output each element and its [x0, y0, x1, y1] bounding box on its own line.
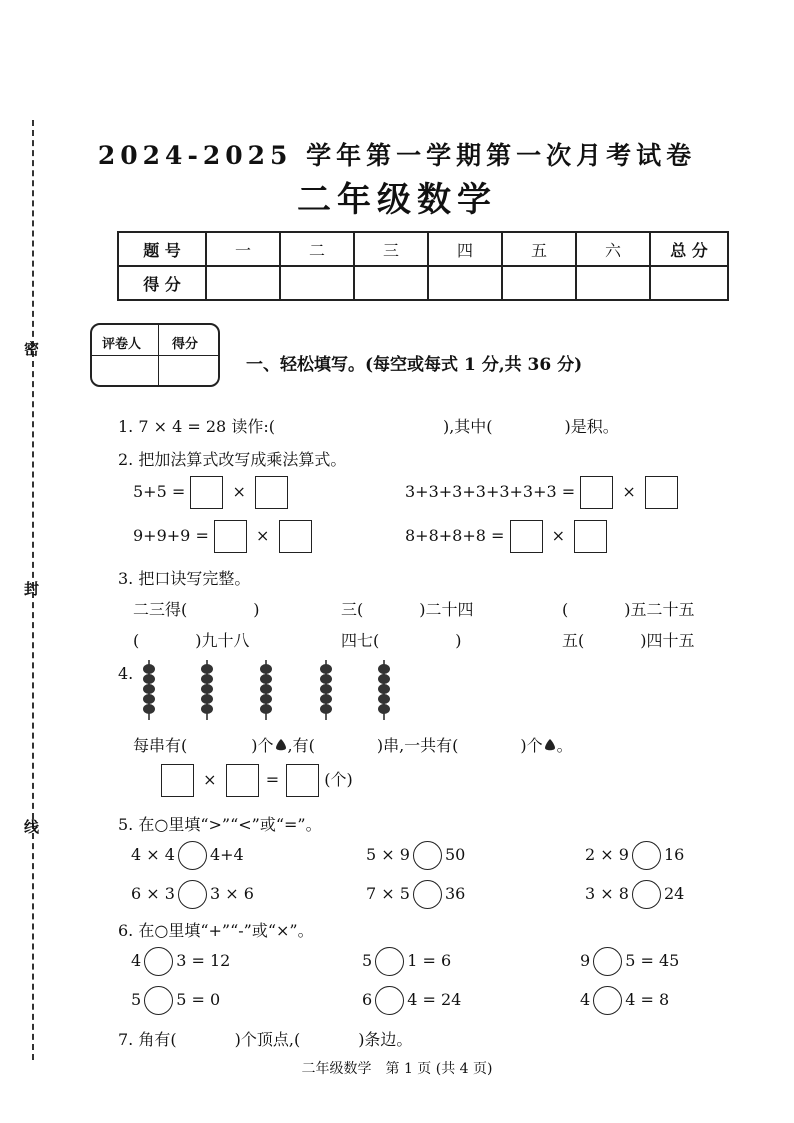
binding-char-feng: 封 [24, 580, 40, 598]
q4-unit: (个) [324, 770, 353, 789]
section-1-title: 一、轻松填写。(每空或每式 1 分,共 36 分) [246, 355, 583, 375]
q5-item [366, 841, 465, 870]
q3-item [133, 597, 260, 620]
q1-text-a: 1. 7 × 4 = 28 读作:( [118, 417, 275, 436]
q3-item [562, 628, 695, 651]
q6-right: 5 = 45 [625, 951, 680, 970]
grader-reviewer-label: 评卷人 [102, 337, 142, 352]
q6-left: 5 [131, 990, 142, 1009]
corn-skewer-icon [140, 660, 158, 720]
q6-item [362, 947, 451, 976]
q4-text: 。 [556, 736, 573, 755]
score-input-cell[interactable] [280, 266, 354, 300]
score-table [117, 231, 729, 301]
question-7 [118, 1027, 412, 1050]
times-sign: × [203, 770, 217, 789]
q3-item [133, 628, 250, 651]
question-4-number: 4. [118, 664, 134, 683]
operator-circle[interactable] [375, 947, 404, 976]
corn-skewer-icon [198, 660, 216, 720]
q4-equation [161, 764, 353, 797]
q3-text: )四十五 [640, 631, 695, 650]
q4-text: )个 [251, 736, 274, 755]
question-6-title: 6. 在○里填“+”“-”或“×”。 [118, 921, 314, 940]
exam-subject: 二年级数学 [297, 180, 497, 220]
score-input-cell[interactable] [428, 266, 502, 300]
times-sign: × [232, 482, 246, 501]
score-input-cell[interactable] [354, 266, 428, 300]
q6-right: 5 = 0 [176, 990, 221, 1009]
corn-kernel-icon [543, 738, 557, 752]
q4-text: )个 [520, 736, 543, 755]
q2-expression: 8+8+8+8 = [405, 526, 505, 545]
score-table-cell: 四 [428, 232, 502, 266]
answer-box[interactable] [580, 476, 613, 509]
score-table-cell: 总 分 [650, 232, 728, 266]
q7-text: 7. 角有( [118, 1030, 177, 1049]
q5-right: 4+4 [209, 845, 244, 864]
q6-left: 5 [362, 951, 373, 970]
score-table-cell: 题 号 [118, 232, 206, 266]
q2-item [133, 520, 312, 553]
q6-item [362, 986, 461, 1015]
score-input-cell[interactable] [576, 266, 650, 300]
compare-circle[interactable] [632, 880, 661, 909]
score-table-cell: 三 [354, 232, 428, 266]
q3-text: )五二十五 [624, 600, 695, 619]
q3-text: 三( [341, 600, 364, 619]
q2-expression: 9+9+9 = [133, 526, 209, 545]
q5-right: 50 [444, 845, 466, 864]
answer-box[interactable] [510, 520, 543, 553]
q3-text: )九十八 [195, 631, 250, 650]
q5-right: 36 [444, 884, 466, 903]
q5-left: 6 × 3 [131, 884, 175, 903]
answer-box[interactable] [161, 764, 194, 797]
q6-item [131, 986, 220, 1015]
answer-box[interactable] [226, 764, 259, 797]
page-footer: 二年级数学 第 1 页 (共 4 页) [301, 1061, 493, 1077]
q5-left: 5 × 9 [366, 845, 410, 864]
q5-right: 24 [663, 884, 685, 903]
q2-item [405, 520, 607, 553]
q4-text: ,有( [287, 736, 315, 755]
score-input-cell[interactable] [502, 266, 576, 300]
q6-left: 6 [362, 990, 373, 1009]
q6-right: 4 = 8 [625, 990, 670, 1009]
q5-right: 3 × 6 [209, 884, 254, 903]
score-table-cell: 二 [280, 232, 354, 266]
q3-item [341, 628, 462, 651]
binding-char-mi: 密 [24, 340, 40, 358]
score-table-cell: 一 [206, 232, 280, 266]
corn-skewer-icon [375, 660, 393, 720]
q1-text-c: )是积。 [564, 417, 619, 436]
binding-char-xian: 线 [24, 818, 40, 836]
grader-score-label: 得分 [172, 337, 199, 352]
q1-text-b: ),其中( [442, 417, 493, 436]
q6-left: 4 [580, 990, 591, 1009]
q4-text: 每串有( [133, 736, 188, 755]
q3-text: ( [133, 631, 140, 650]
q2-expression: 3+3+3+3+3+3+3 = [405, 482, 576, 501]
q5-item [131, 841, 244, 870]
compare-circle[interactable] [413, 880, 442, 909]
times-sign: × [622, 482, 636, 501]
compare-circle[interactable] [178, 841, 207, 870]
answer-box[interactable] [574, 520, 607, 553]
score-table-score-row [118, 266, 728, 300]
operator-circle[interactable] [593, 986, 622, 1015]
q3-text: ) [455, 631, 462, 650]
q5-item [585, 880, 684, 909]
q3-text: 四七( [341, 631, 380, 650]
answer-box[interactable] [286, 764, 319, 797]
score-table-header-row [118, 232, 728, 266]
score-table-cell: 六 [576, 232, 650, 266]
q2-item [133, 476, 288, 509]
grader-box-divider [92, 355, 218, 356]
operator-circle[interactable] [375, 986, 404, 1015]
q6-left: 9 [580, 951, 591, 970]
q3-item [341, 597, 474, 620]
answer-box[interactable] [214, 520, 247, 553]
q3-item [562, 597, 695, 620]
q5-item [131, 880, 254, 909]
operator-circle[interactable] [144, 947, 173, 976]
grader-box-divider [158, 325, 159, 385]
q3-text: 五( [562, 631, 585, 650]
score-table-cell: 得 分 [118, 266, 206, 300]
question-5-title: 5. 在○里填“>”“<”或“=”。 [118, 815, 322, 834]
q5-item [366, 880, 465, 909]
score-input-cell[interactable] [206, 266, 280, 300]
question-1 [118, 414, 619, 437]
q7-text: )个顶点,( [234, 1030, 301, 1049]
q6-item [131, 947, 230, 976]
times-sign: × [256, 526, 270, 545]
q3-text: ( [562, 600, 569, 619]
q4-line [133, 733, 573, 756]
compare-circle[interactable] [632, 841, 661, 870]
answer-box[interactable] [279, 520, 312, 553]
q6-item [580, 986, 669, 1015]
question-2-title: 2. 把加法算式改写成乘法算式。 [118, 450, 347, 469]
q5-left: 7 × 5 [366, 884, 410, 903]
operator-circle[interactable] [593, 947, 622, 976]
exam-title: 2024-2025 学年第一学期第一次月考试卷 [97, 141, 697, 170]
compare-circle[interactable] [413, 841, 442, 870]
q6-right: 4 = 24 [407, 990, 462, 1009]
q2-item [405, 476, 678, 509]
q5-left: 2 × 9 [585, 845, 629, 864]
answer-box[interactable] [645, 476, 678, 509]
q6-item [580, 947, 679, 976]
operator-circle[interactable] [144, 986, 173, 1015]
q5-right: 16 [663, 845, 685, 864]
score-input-cell[interactable] [650, 266, 728, 300]
corn-skewer-icon [317, 660, 335, 720]
q6-right: 3 = 12 [176, 951, 231, 970]
score-table-cell: 五 [502, 232, 576, 266]
q7-text: )条边。 [358, 1030, 413, 1049]
q5-item [585, 841, 684, 870]
q6-right: 1 = 6 [407, 951, 452, 970]
q6-left: 4 [131, 951, 142, 970]
q5-left: 4 × 4 [131, 845, 175, 864]
q3-text: ) [253, 600, 260, 619]
q2-expression: 5+5 = [133, 482, 186, 501]
compare-circle[interactable] [178, 880, 207, 909]
question-3-title: 3. 把口诀写完整。 [118, 569, 251, 588]
equals-sign: = [265, 770, 280, 789]
grader-box [90, 323, 220, 387]
corn-kernel-icon [274, 738, 288, 752]
times-sign: × [551, 526, 566, 545]
q5-left: 3 × 8 [585, 884, 629, 903]
q3-text: )二十四 [419, 600, 474, 619]
q4-text: )串,一共有( [376, 736, 459, 755]
answer-box[interactable] [190, 476, 223, 509]
q3-text: 二三得( [133, 600, 188, 619]
corn-skewer-icon [257, 660, 275, 720]
answer-box[interactable] [255, 476, 288, 509]
